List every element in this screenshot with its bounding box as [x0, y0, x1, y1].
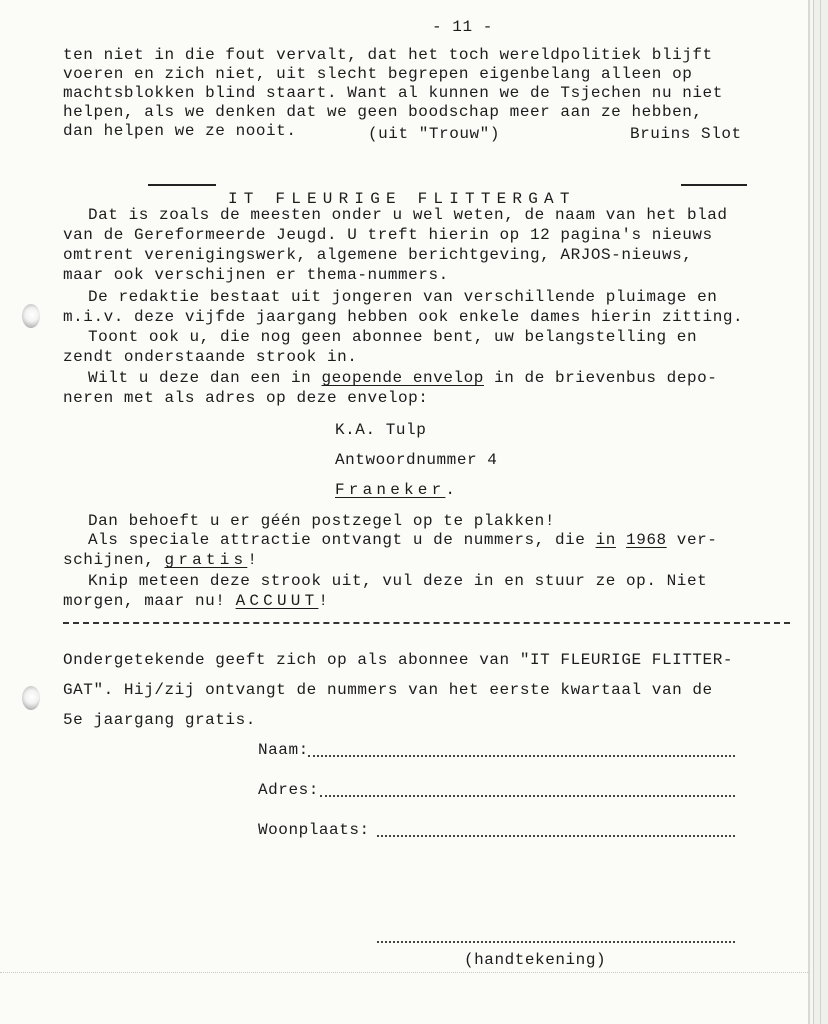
title-rule-left: [148, 184, 216, 186]
body-line: zendt onderstaande strook in.: [63, 348, 358, 366]
attraction-prefix: Als speciale attractie ontvangt u de nummers, die: [88, 531, 596, 549]
gratis-word: gratis: [164, 551, 248, 569]
body-line: De redaktie bestaat uit jongeren van verschillende pluimage en: [88, 288, 718, 306]
name-field-line[interactable]: [308, 755, 735, 757]
section-title: IT FLEURIGE FLITTERGAT: [228, 190, 576, 208]
address-field-line[interactable]: [320, 795, 735, 797]
punch-hole-bottom: [22, 686, 40, 710]
signature-line[interactable]: [377, 941, 735, 943]
envelope-prefix: Wilt u deze dan een in: [88, 369, 322, 387]
city-field-line[interactable]: [377, 835, 735, 837]
body-line: omtrent verenigingswerk, algemene berichtgeving, ARJOS-nieuws,: [63, 246, 693, 264]
envelope-line: [88, 369, 717, 387]
now-prefix: morgen, maar nu!: [63, 592, 236, 610]
gratis-prefix: schijnen,: [63, 551, 165, 569]
city-field-label: Woonplaats:: [258, 821, 370, 839]
envelope-emphasis: geopende envelop: [321, 369, 484, 387]
address-number: Antwoordnummer 4: [335, 451, 498, 469]
attraction-suffix: ver-: [666, 531, 718, 549]
intro-line: ten niet in die fout vervalt, dat het toch wereldpolitiek blijft: [63, 46, 713, 64]
intro-line: dan helpen we ze nooit.: [63, 122, 297, 140]
paper-texture-line: [0, 972, 810, 973]
envelope-line-2: neren met als adres op deze envelop:: [63, 389, 429, 407]
gratis-suffix: !: [247, 551, 258, 569]
address-city-line: [335, 481, 456, 499]
stamp-line: Dan behoeft u er géén postzegel op te plakken!: [88, 512, 555, 530]
now-line: [63, 592, 329, 610]
cut-here-dashed-line: [63, 622, 790, 624]
attraction-in: in: [595, 531, 616, 549]
body-line: maar ook verschijnen er thema-nummers.: [63, 266, 449, 284]
attraction-year: 1968: [626, 531, 667, 549]
address-city-punct: .: [445, 481, 456, 499]
body-line: van de Gereformeerde Jeugd. U treft hierin op 12 pagina's nieuws: [63, 226, 713, 244]
name-field-label: Naam:: [258, 741, 309, 759]
title-rule-right: [681, 184, 747, 186]
page-number: - 11 -: [432, 18, 493, 36]
form-line: GAT". Hij/zij ontvangt de nummers van het eerste kwartaal van de: [63, 681, 713, 699]
body-line: m.i.v. deze vijfde jaargang hebben ook enkele dames hierin zitting.: [63, 308, 744, 326]
address-city: Franeker: [335, 481, 446, 499]
address-name: K.A. Tulp: [335, 421, 427, 439]
now-suffix: !: [318, 592, 329, 610]
author-name: Bruins Slot: [630, 125, 742, 143]
envelope-suffix: in de brievenbus depo-: [483, 369, 718, 387]
attraction-line: [88, 531, 717, 549]
now-word: ACCUUT: [235, 592, 319, 610]
punch-hole-top: [22, 304, 40, 328]
source-citation: (uit "Trouw"): [368, 125, 500, 143]
intro-line: helpen, als we denken dat we geen boodschap meer aan ze hebben,: [63, 103, 703, 121]
form-line: 5e jaargang gratis.: [63, 711, 256, 729]
page-edge: [808, 0, 810, 1024]
gratis-line: [63, 551, 257, 569]
body-line: Toont ook u, die nog geen abonnee bent, uw belangstelling en: [88, 328, 698, 346]
intro-line: machtsblokken blind staart. Want al kunnen we de Tsjechen nu niet: [63, 84, 723, 102]
body-line: Dat is zoals de meesten onder u wel weten, de naam van het blad: [88, 206, 728, 224]
page-edge-line: [820, 0, 821, 1024]
address-field-label: Adres:: [258, 781, 319, 799]
signature-label: (handtekening): [464, 951, 607, 969]
cut-line: Knip meteen deze strook uit, vul deze in en stuur ze op. Niet: [88, 572, 708, 590]
form-line: Ondergetekende geeft zich op als abonnee van "IT FLEURIGE FLITTER-: [63, 651, 734, 669]
intro-line: voeren en zich niet, uit slecht begrepen eigenbelang alleen op: [63, 65, 693, 83]
